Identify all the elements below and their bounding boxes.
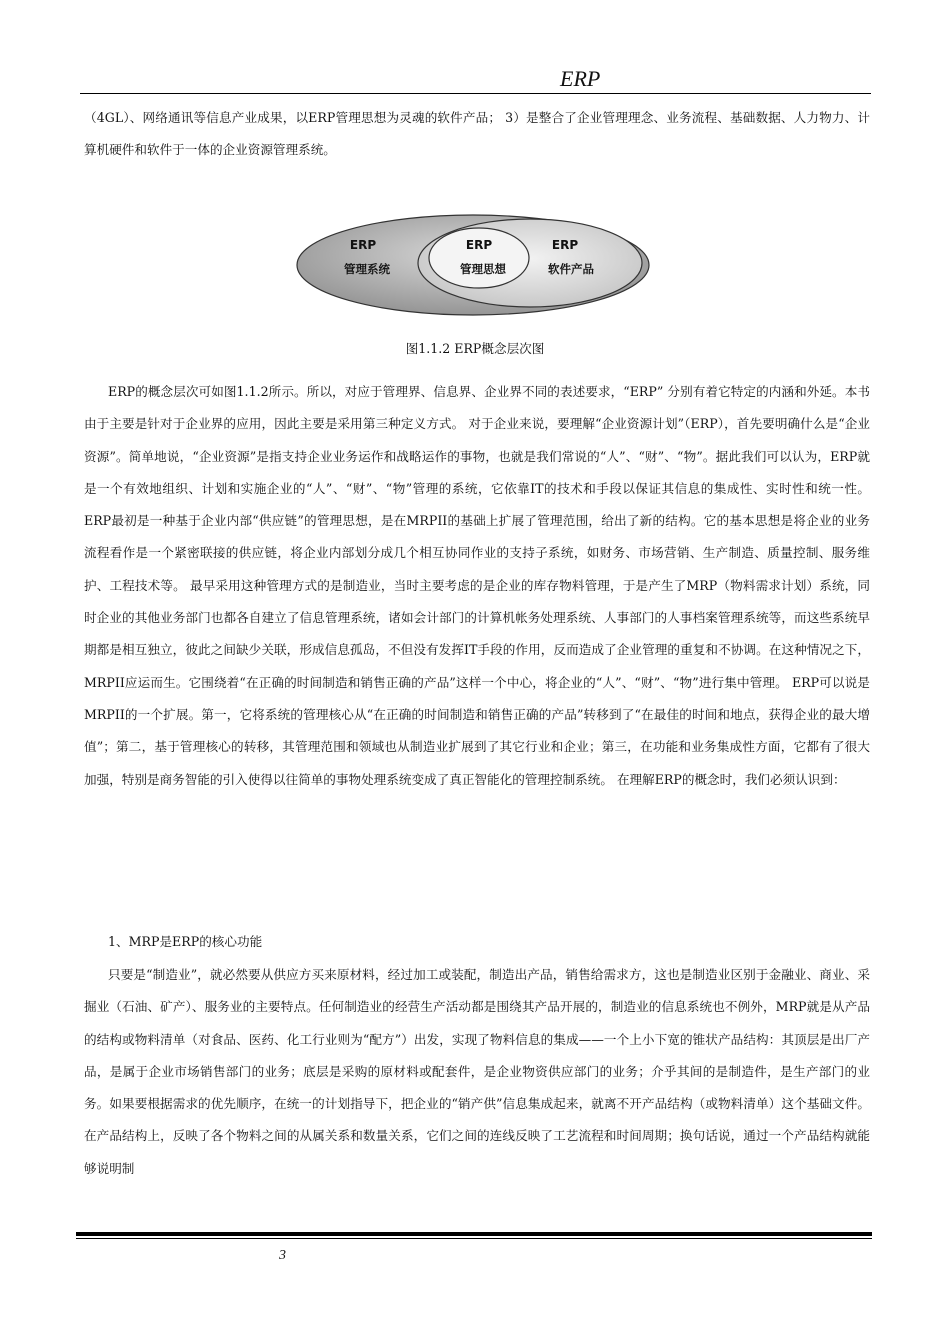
inner-label-thought: 管理思想 xyxy=(460,262,506,276)
page-number: 3 xyxy=(279,1248,286,1263)
right-label-erp: ERP xyxy=(551,238,579,252)
inner-label-erp: ERP xyxy=(465,238,493,252)
outer-label-erp: ERP xyxy=(349,238,377,252)
section-heading-mrp-core: 1、MRP是ERP的核心功能 xyxy=(108,934,263,949)
footer-rule-thin xyxy=(76,1238,872,1239)
right-label-software: 软件产品 xyxy=(548,262,594,276)
paragraph-manufacturing: 只要是“制造业”，就必然要从供应方买来原材料，经过加工或装配，制造出产品，销售给需求方，这也是制造业区别于金融业、商业、采掘业（石油、矿产）、服务业的主要特点。任何制造业的经营生产活动都是围绕其产品开展的，制造业的信息系统也不例外，MRP就是从产品的结构或物料清单（对食品、医药、化工行业则为“配方”）出发，实现了物料信息的集成——一个上小下宽的锥状产品结构：其顶层是出厂产品，是属于企业市场销售部门的业务；底层是采购的原材料或配套件，是企业物资供应部门的业务；介乎其间的是制造件，是生产部门的业务。如果要根据需求的优先顺序，在统一的计划指导下，把企业的“销产供”信息集成起来，就离不开产品结构（或物料清单）这个基础文件。在产品结构上，反映了各个物料之间的从属关系和数量关系，它们之间的连线反映了工艺流程和时间周期；换句话说，通过一个产品结构就能够说明制 xyxy=(84,967,870,1176)
paragraph-intro-continuation: （4GL）、网络通讯等信息产业成果，以ERP管理思想为灵魂的软件产品； 3）是整合了企业管理理念、业务流程、基础数据、人力物力、计算机硬件和软件于一体的企业资源管理系统。 xyxy=(84,110,870,158)
header-rule xyxy=(80,93,871,94)
paragraph-erp-concept: ERP的概念层次可如图1.1.2所示。所以，对应于管理界、信息界、企业界不同的表述要求，“ERP” 分别有着它特定的内涵和外延。本书由于主要是针对于企业界的应用，因此主要是采用第三种定义方式。 对于企业来说，要理解“企业资源计划”（ERP），首先要明确什么是“企业资源”。简单地说，“企业资源”是指支持企业业务运作和战略运作的事物，也就是我们常说的“人”、“财”、“物”。据此我们可以认为，ERP就是一个有效地组织、计划和实施企业的“人”、“财”、“物”管理的系统，它依靠IT的技术和手段以保证其信息的集成性、实时性和统一性。 ERP最初是一种基于企业内部“供应链”的管理思想，是在MRPII的基础上扩展了管理范围，给出了新的结构。它的基本思想是将企业的业务流程看作是一个紧密联接的供应链，将企业内部划分成几个相互协同作业的支持子系统，如财务、市场营销、生产制造、质量控制、服务维护、工程技术等。 最早采用这种管理方式的是制造业，当时主要考虑的是企业的库存物料管理，于是产生了MRP（物料需求计划）系统，同时企业的其他业务部门也都各自建立了信息管理系统，诸如会计部门的计算机帐务处理系统、人事部门的人事档案管理系统等，而这些系统早期都是相互独立，彼此之间缺少关联，形成信息孤岛，不但没有发挥IT手段的作用，反而造成了企业管理的重复和不协调。在这种情况之下，MRPII应运而生。它围绕着“在正确的时间制造和销售正确的产品”这样一个中心，将企业的“人”、“财”、“物”进行集中管理。 ERP可以说是MRPII的一个扩展。第一，它将系统的管理核心从“在正确的时间制造和销售正确的产品”转移到了“在最佳的时间和地点，获得企业的最大增值”；第二，基于管理核心的转移，其管理范围和领域也从制造业扩展到了其它行业和企业；第三，在功能和业务集成性方面，它都有了很大加强，特别是商务智能的引入使得以往简单的事物处理系统变成了真正智能化的管理控制系统。 在理解ERP的概念时，我们必须认识到： xyxy=(84,384,870,787)
outer-label-system: 管理系统 xyxy=(344,262,390,276)
footer-rule-thick xyxy=(76,1232,872,1236)
inner-ellipse xyxy=(429,228,529,288)
figure-caption: 图1.1.2 ERP概念层次图 xyxy=(405,341,545,356)
erp-concept-diagram xyxy=(295,213,655,318)
page-header-title: ERP xyxy=(560,66,601,91)
